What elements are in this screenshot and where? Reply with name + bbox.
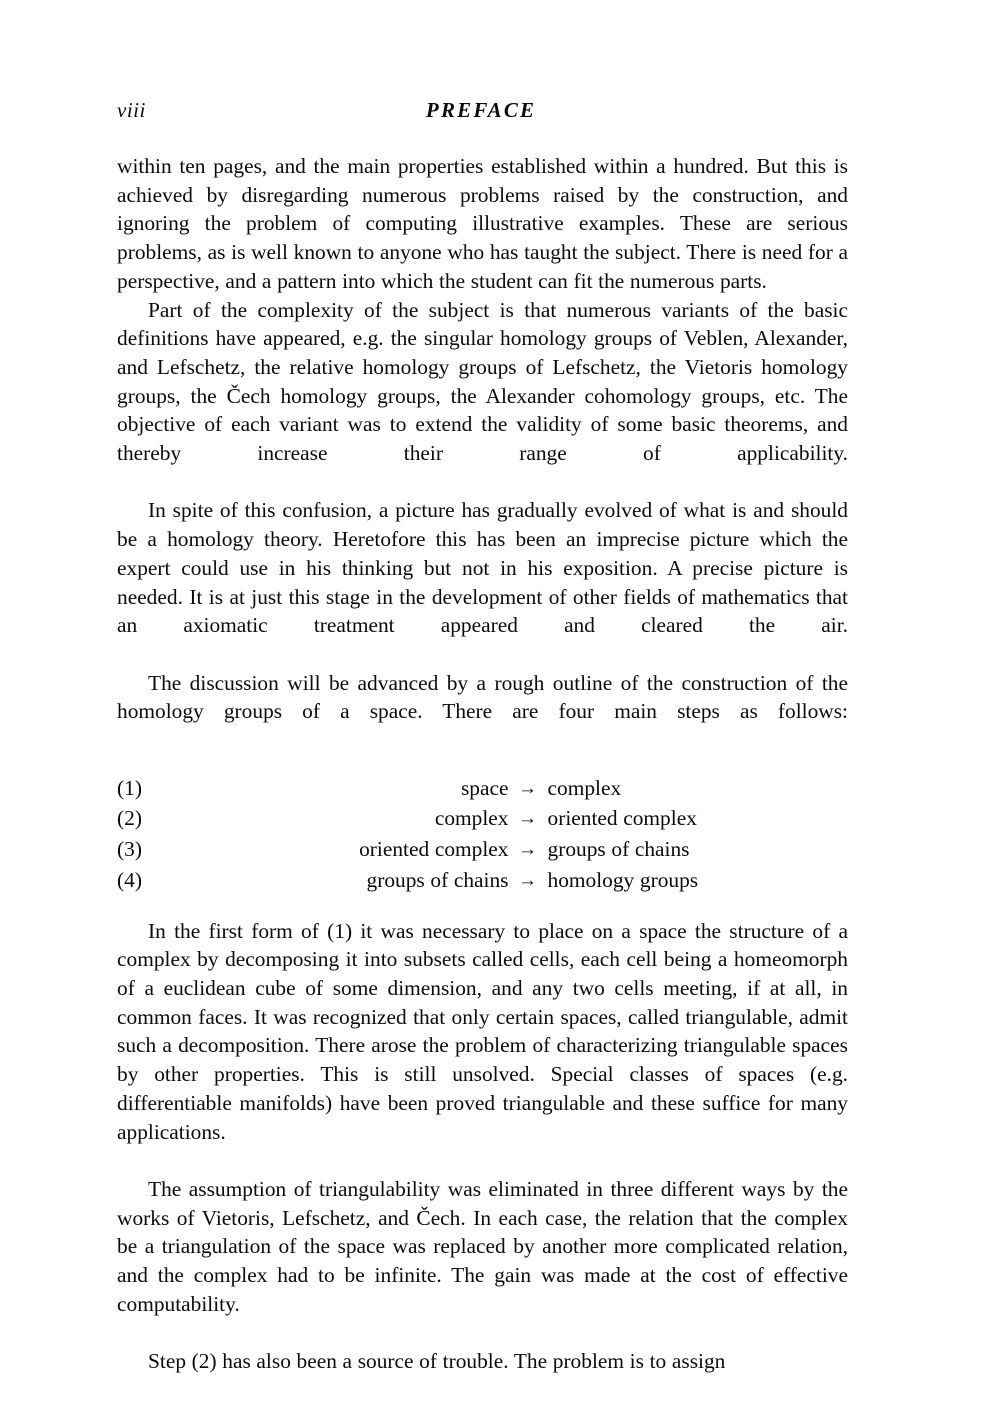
right-arrow-icon: →: [518, 869, 537, 891]
paragraph-discussion-outline: The discussion will be advanced by a rough outline of the construction of the homology groups of a space. There are four main steps as follows:: [117, 670, 848, 724]
paragraph-continued: within ten pages, and the main properties established within a hundred. But this is achieved by disregarding numerous problems raised by the construction, and ignoring the problem of computing illustrative examples. These are serious problems, as is well known to anyone who has taught the subject. There is need for a perspective, and a pattern into which the student can fit the numerous parts.: [117, 154, 848, 293]
list-item: [117, 835, 848, 866]
step-number: (1): [117, 775, 142, 800]
right-arrow-icon: →: [518, 777, 537, 799]
running-head-title: PREFACE: [425, 98, 537, 122]
step-source: oriented complex: [359, 837, 509, 862]
step-number: (4): [117, 867, 142, 892]
paragraph-step-two: Step (2) has also been a source of trouble. The problem is to assign: [148, 1349, 726, 1374]
list-item: [117, 774, 848, 805]
paragraph-triangulability: The assumption of triangulability was eliminated in three different ways by the works of Vietoris, Lefschetz, and Čech. In each case, the relation that the complex be a triangulation of the space was replaced by another more complicated relation, and the complex had to be infinite. The gain was made at the cost of effective computability.: [117, 1176, 848, 1316]
step-target: homology groups: [547, 867, 699, 892]
list-item: [117, 804, 848, 835]
step-number: (2): [117, 806, 142, 831]
paragraph-first-form-complex: In the first form of (1) it was necessary to place on a space the structure of a complex by decomposing it into subsets called cells, each cell being a homeomorph of a euclidean cube of some dimension, and any two cells meeting, if at all, in common faces. It was recognized that only certain spaces, called triangulable, admit such a decomposition. There arose the problem of characterizing triangulable spaces by other properties. This is still unsolved. Special classes of spaces (e.g. differentiable manifolds) have been proved triangulable and these suffice for many applications.: [117, 918, 848, 1144]
running-head: [117, 98, 847, 128]
step-number: (3): [117, 837, 142, 862]
step-source: groups of chains: [366, 867, 509, 892]
step-source: space: [460, 775, 509, 800]
step-target: groups of chains: [547, 837, 690, 862]
right-arrow-icon: →: [518, 808, 537, 830]
body-text-block: [117, 152, 848, 1376]
step-target: oriented complex: [547, 806, 697, 831]
step-target: complex: [547, 775, 622, 800]
paragraph-confusion-picture: In spite of this confusion, a picture has gradually evolved of what is and should be a homology theory. Heretofore this has been an imprecise picture which the expert could use in his thinking but not in his exposition. A precise picture is needed. It is at just this stage in the development of other fields of mathematics that an axiomatic treatment appeared and cleared the air.: [117, 498, 848, 638]
page-number-folio: viii: [117, 98, 146, 122]
right-arrow-icon: →: [518, 839, 537, 861]
step-source: complex: [434, 806, 509, 831]
list-item: [117, 866, 848, 897]
paragraph-complexity-variants: Part of the complexity of the subject is that numerous variants of the basic definitions have appeared, e.g. the singular homology groups of Veblen, Alexander, and Lefschetz, the relative homology groups of Lefschetz, the Vietoris homology groups, the Čech homology groups, the Alexander cohomology groups, etc. The objective of each variant was to extend the validity of some basic theorems, and thereby increase their range of applicability.: [117, 297, 848, 466]
steps-display-list: [117, 774, 848, 897]
